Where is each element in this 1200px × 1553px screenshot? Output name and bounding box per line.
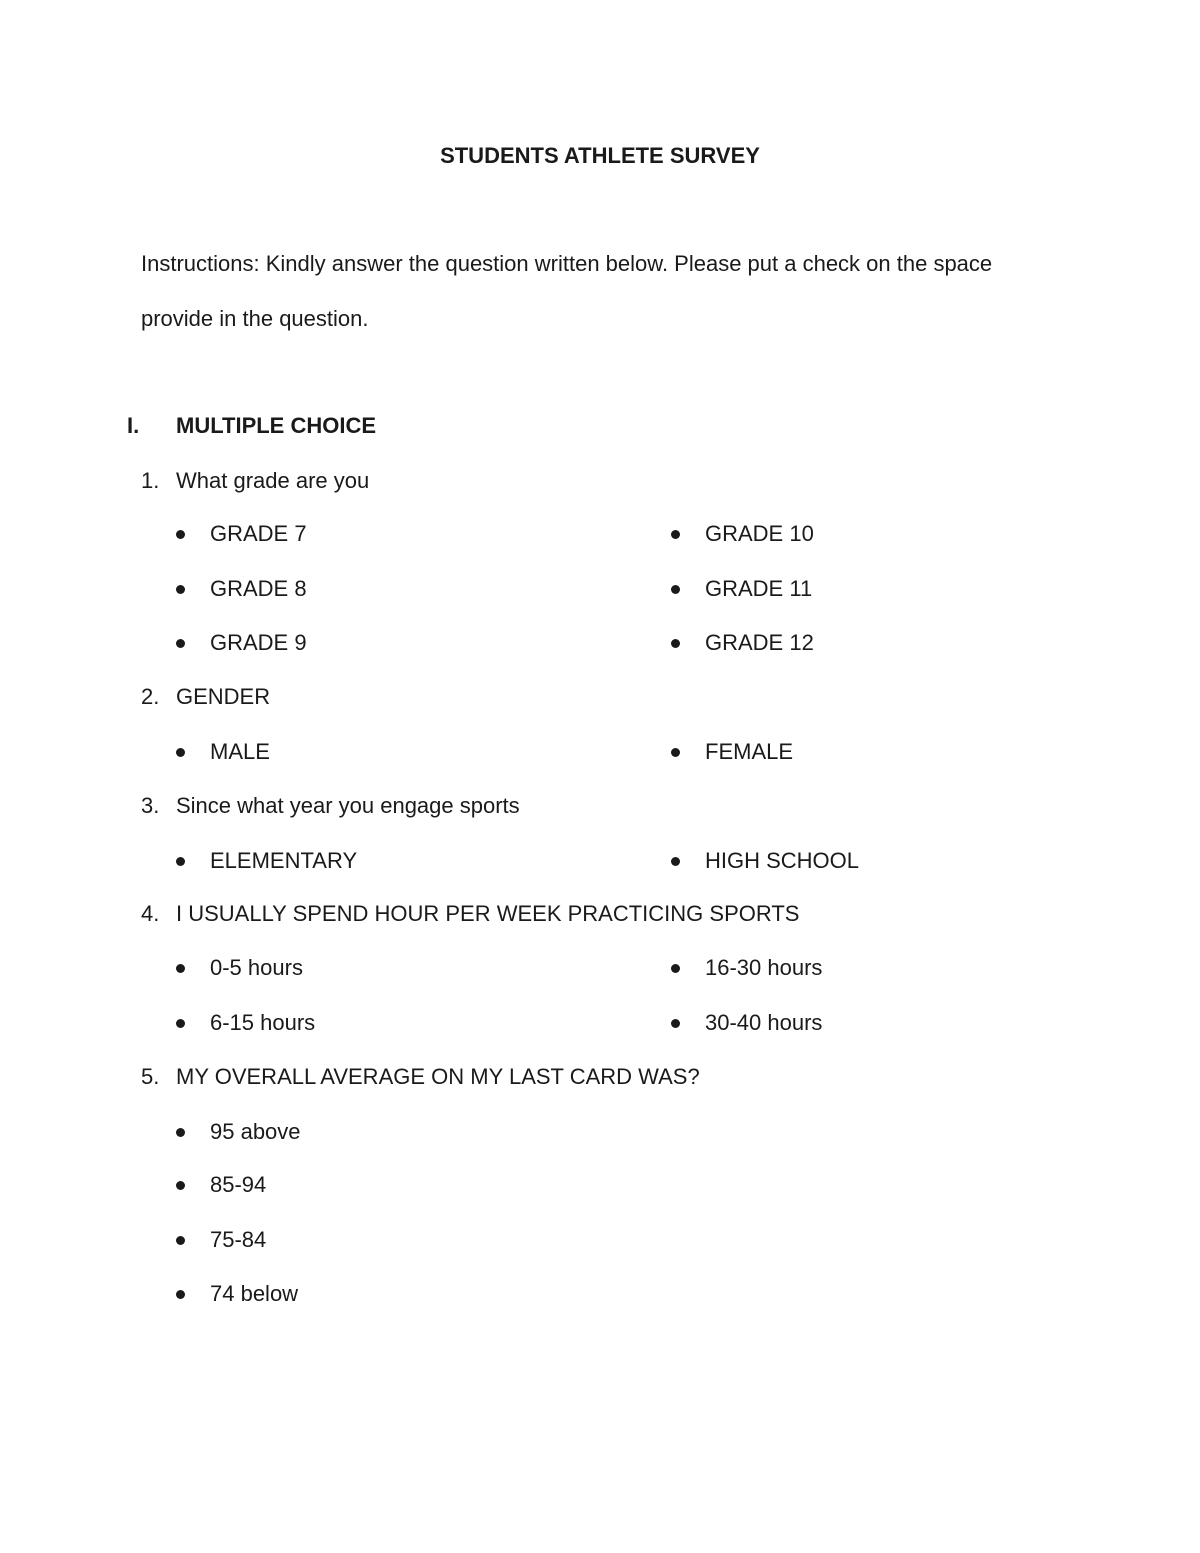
question-2-number: 2. <box>141 684 160 709</box>
question-3-text: Since what year you engage sports <box>176 793 520 818</box>
option-label: 30-40 hours <box>705 1010 823 1035</box>
section-number: I. <box>127 413 140 438</box>
bullet-icon <box>176 964 185 973</box>
option-label: ELEMENTARY <box>210 848 358 873</box>
option-label: 74 below <box>210 1281 299 1306</box>
bullet-icon <box>176 1236 185 1245</box>
question-4-number: 4. <box>141 901 160 926</box>
option-label: 16-30 hours <box>705 955 823 980</box>
bullet-icon <box>176 748 185 757</box>
bullet-icon <box>671 1019 680 1028</box>
option-label: GRADE 7 <box>210 521 307 546</box>
bullet-icon <box>671 748 680 757</box>
bullet-icon <box>176 1019 185 1028</box>
option-label: GRADE 10 <box>705 521 814 546</box>
bullet-icon <box>176 530 185 539</box>
question-2-text: GENDER <box>176 684 271 709</box>
instructions-line-1: Instructions: Kindly answer the question written below. Please put a check on the space <box>141 251 993 276</box>
question-1-text: What grade are you <box>176 468 370 493</box>
option-label: MALE <box>210 739 270 764</box>
question-1-number: 1. <box>141 468 160 493</box>
bullet-icon <box>671 585 680 594</box>
option-label: HIGH SCHOOL <box>705 848 860 873</box>
section-heading: MULTIPLE CHOICE <box>176 413 377 438</box>
question-3-number: 3. <box>141 793 160 818</box>
bullet-icon <box>671 857 680 866</box>
bullet-icon <box>176 857 185 866</box>
document-title: STUDENTS ATHLETE SURVEY <box>440 143 760 168</box>
bullet-icon <box>671 530 680 539</box>
option-label: 95 above <box>210 1119 301 1144</box>
bullet-icon <box>176 1128 185 1137</box>
bullet-icon <box>176 639 185 648</box>
question-4-text: I USUALLY SPEND HOUR PER WEEK PRACTICING SPORTS <box>176 901 800 926</box>
question-5-text: MY OVERALL AVERAGE ON MY LAST CARD WAS? <box>176 1064 700 1089</box>
question-5-number: 5. <box>141 1064 160 1089</box>
option-label: GRADE 11 <box>705 576 813 601</box>
bullet-icon <box>671 964 680 973</box>
option-label: 6-15 hours <box>210 1010 316 1035</box>
bullet-icon <box>176 1181 185 1190</box>
option-label: 0-5 hours <box>210 955 303 980</box>
bullet-icon <box>176 1290 185 1299</box>
instructions-line-2: provide in the question. <box>141 306 369 331</box>
option-label: GRADE 12 <box>705 630 814 655</box>
option-label: FEMALE <box>705 739 794 764</box>
option-label: 85-94 <box>210 1172 267 1197</box>
option-label: 75-84 <box>210 1227 267 1252</box>
option-label: GRADE 8 <box>210 576 307 601</box>
bullet-icon <box>671 639 680 648</box>
option-label: GRADE 9 <box>210 630 307 655</box>
bullet-icon <box>176 585 185 594</box>
